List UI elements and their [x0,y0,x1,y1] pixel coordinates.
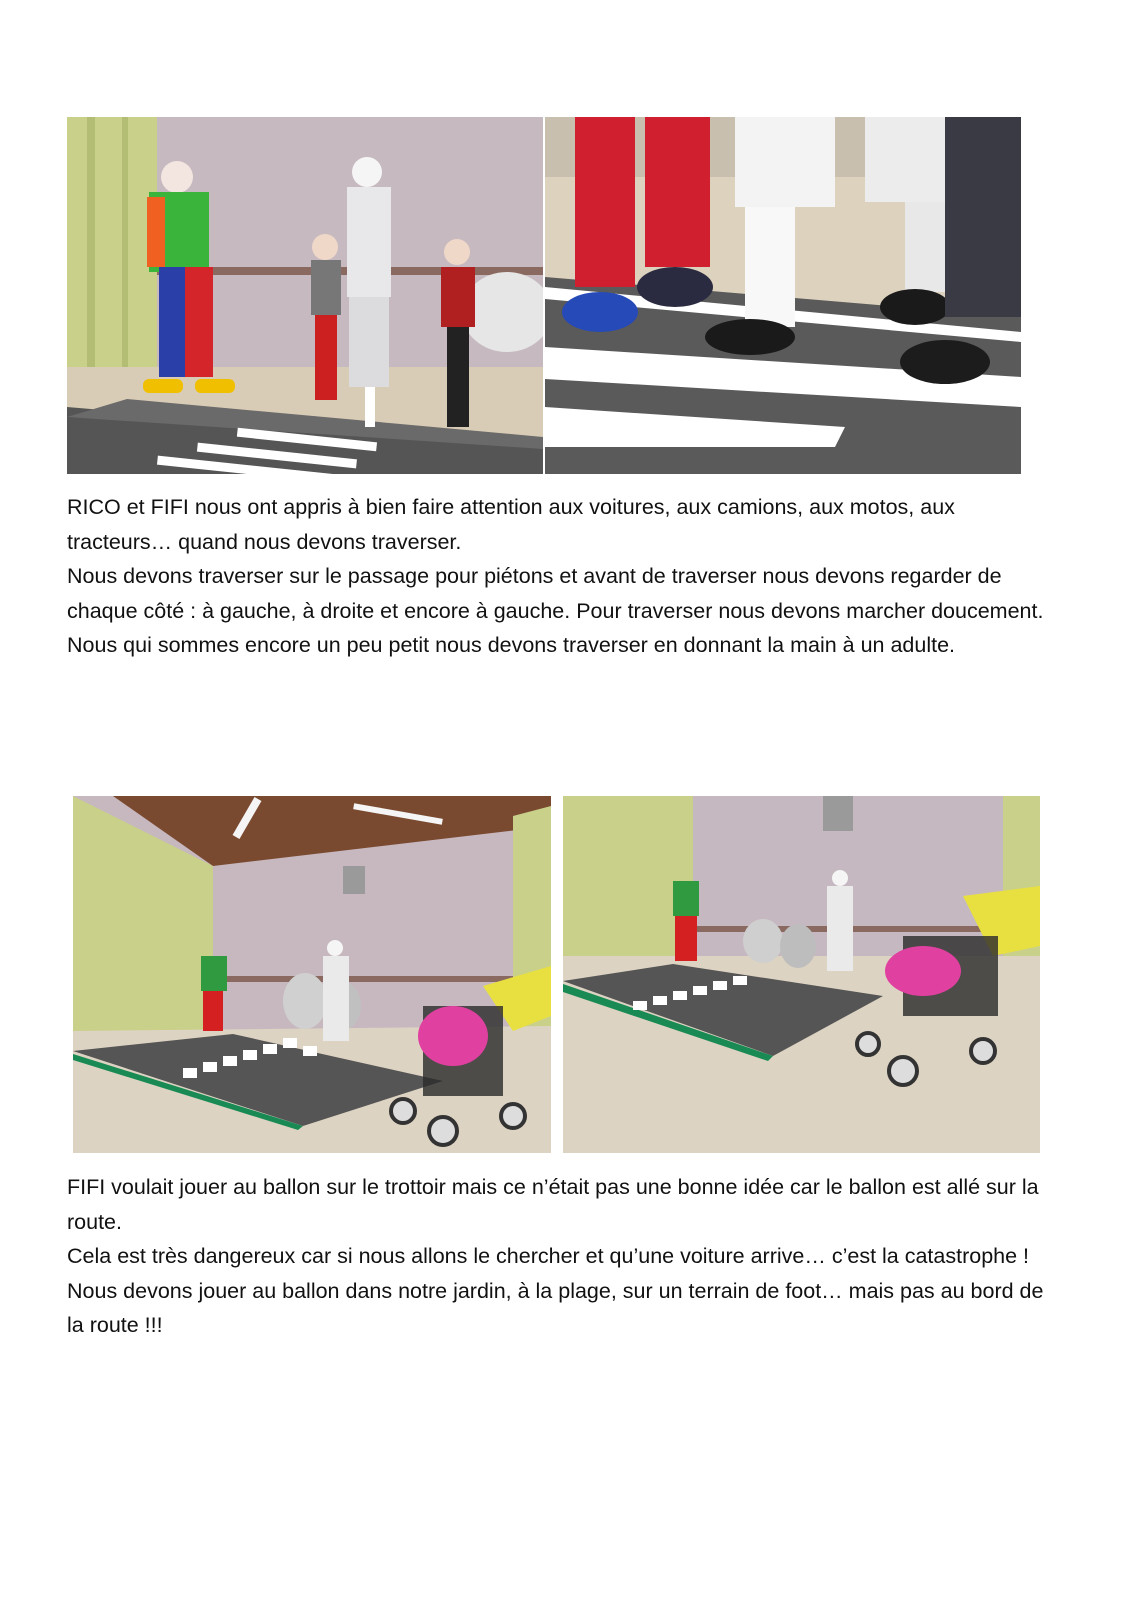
section2-text [67,1170,1052,1343]
section2-paragraph-3: Nous devons jouer au ballon dans notre jardin, à la plage, sur un terrain de foot… mais pas au bord de la route !!! [67,1278,1044,1337]
photo-hall-road-stroller [73,796,551,1153]
photo-clown-mime-children [67,117,543,474]
photo-feet-crosswalk [545,117,1021,474]
photo-hall-clown-mime-stroller [563,796,1040,1153]
section1-text [67,490,1052,663]
section2-paragraph-2: Cela est très dangereux car si nous allons le chercher et qu’une voiture arrive… c’est la catastrophe ! [67,1244,1030,1268]
section2-paragraph-1: FIFI voulait jouer au ballon sur le trottoir mais ce n’était pas une bonne idée car le ballon est allé sur la route. [67,1175,1039,1234]
section1-paragraph-1: RICO et FIFI nous ont appris à bien faire attention aux voitures, aux camions, aux motos, aux tracteurs… quand nous devons traverser. [67,495,955,554]
section1-paragraph-2: Nous devons traverser sur le passage pour piétons et avant de traverser nous devons regarder de chaque côté : à gauche, à droite et encore à gauche. Pour traverser nous devons marcher doucement. Nous qui sommes encore un peu petit nous devons traverser en donnant la main à un adulte. [67,564,1044,657]
